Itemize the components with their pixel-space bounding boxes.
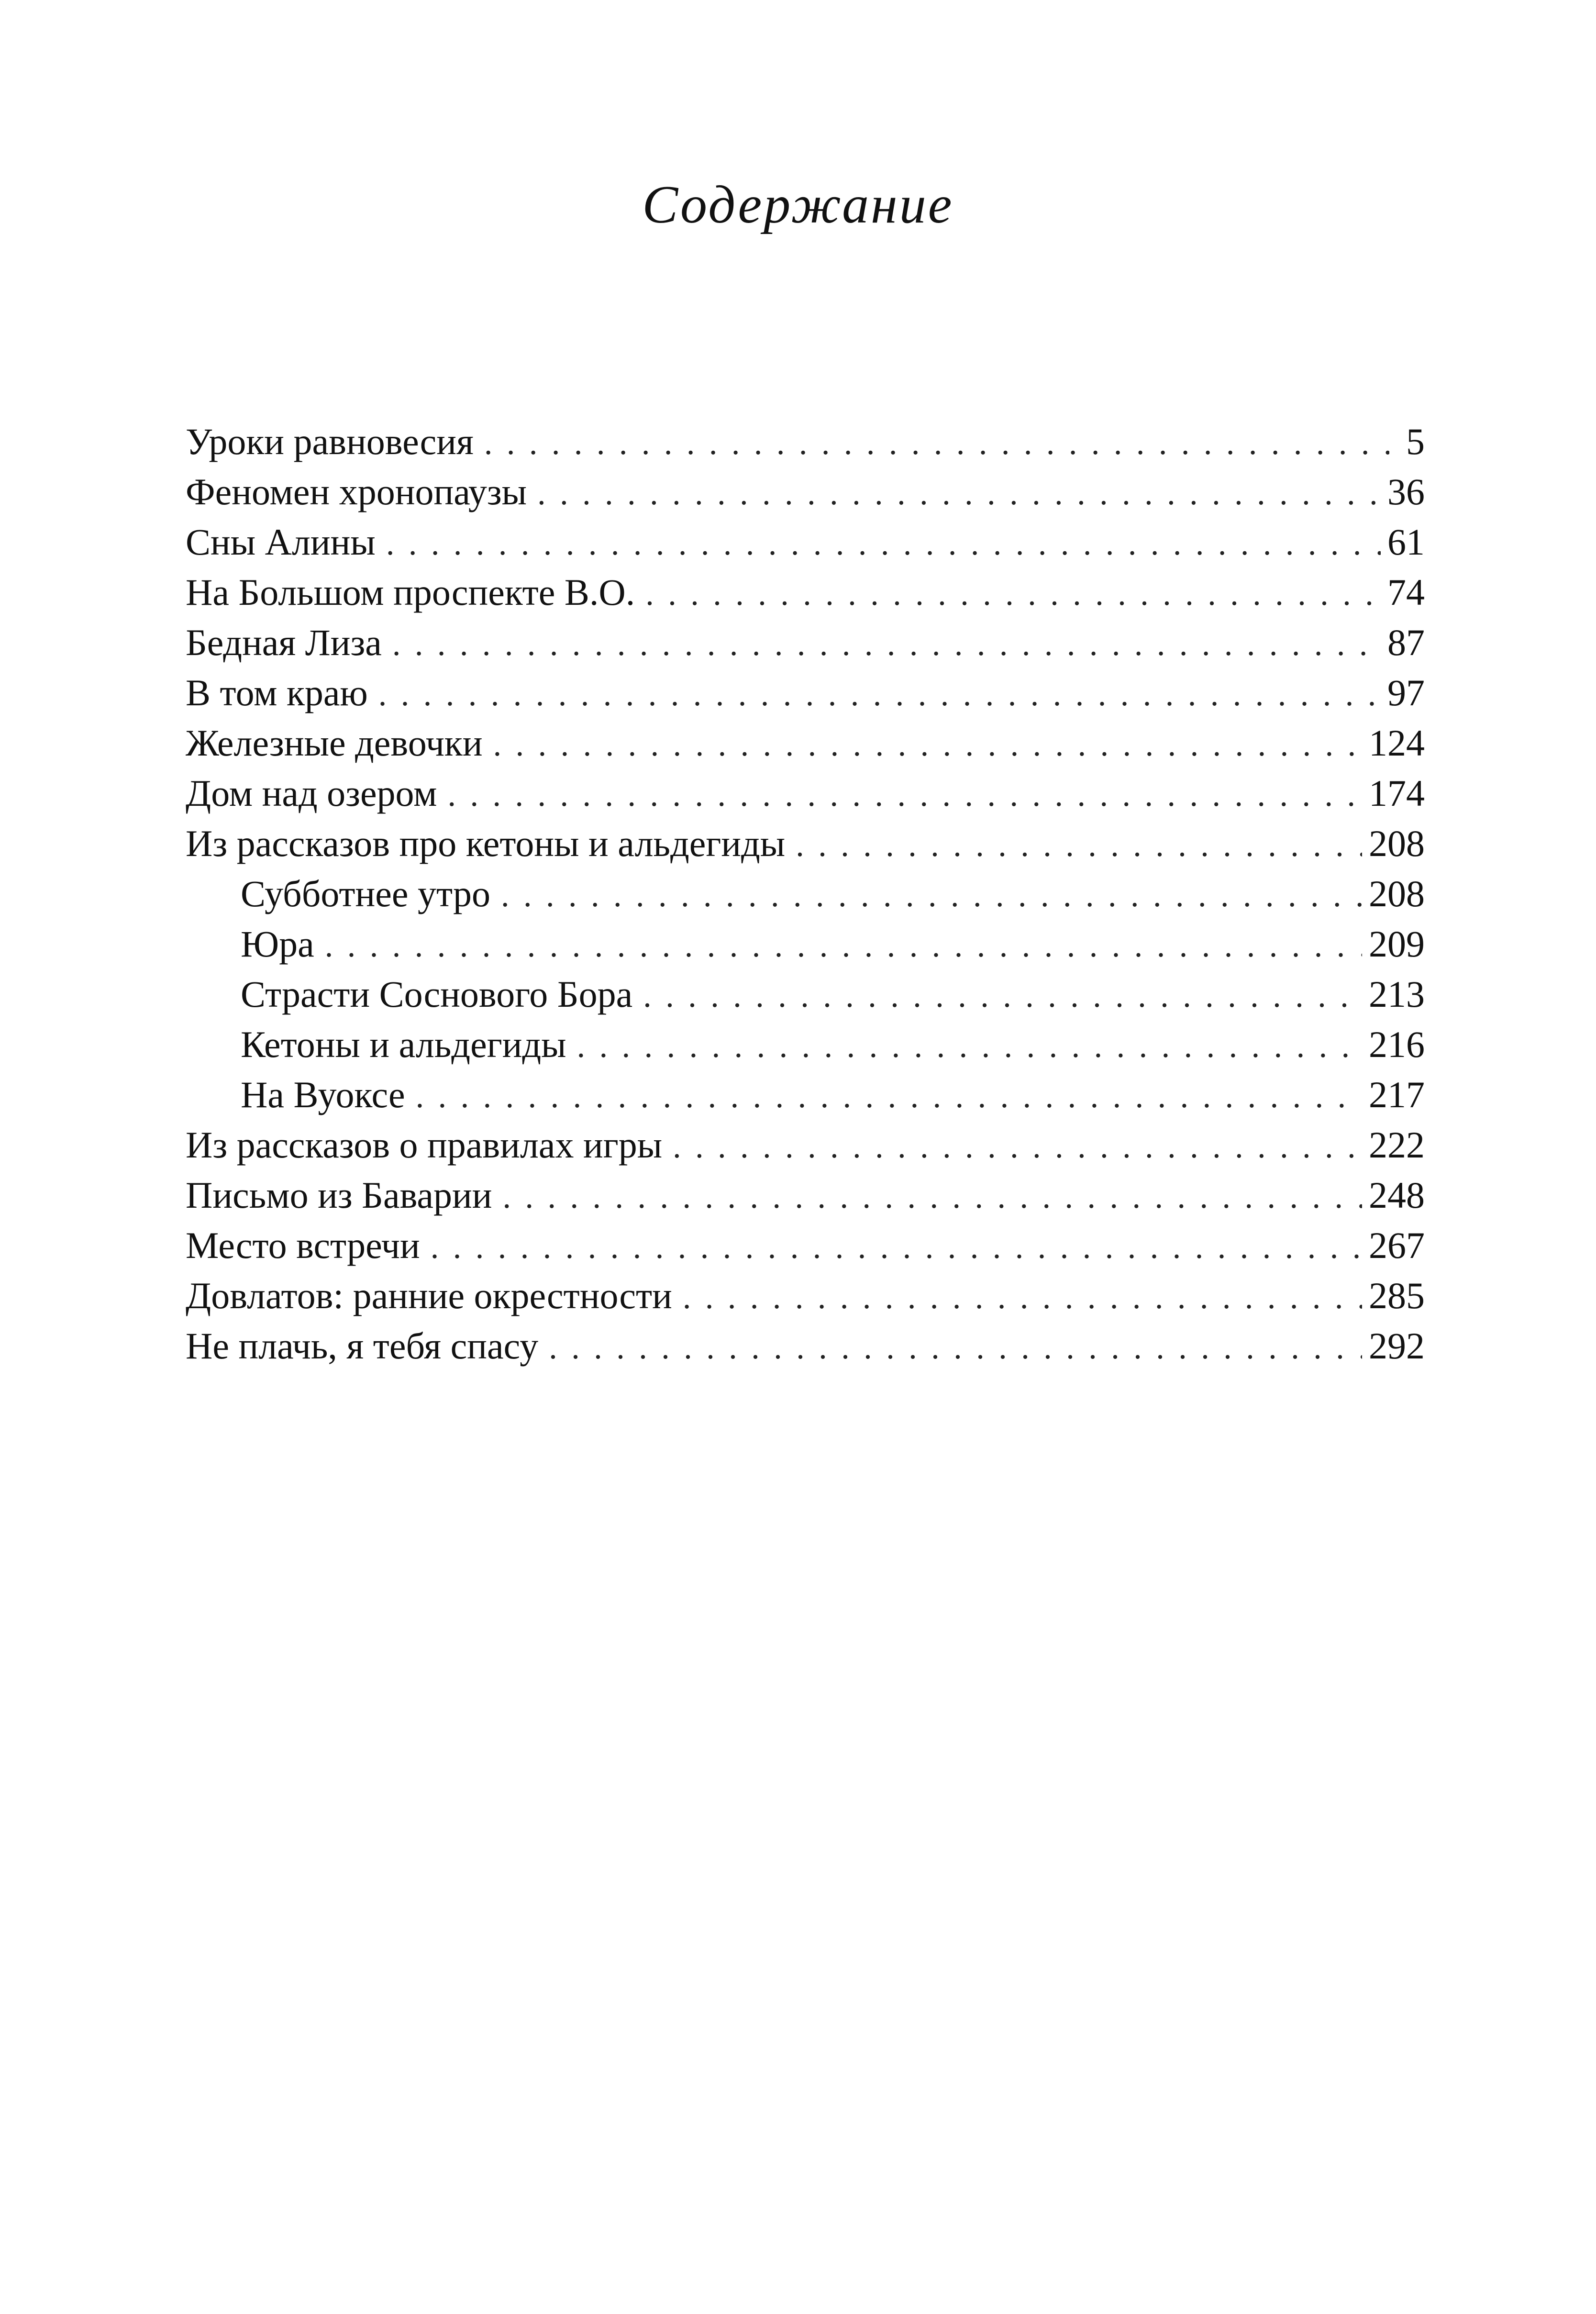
toc-page-number: 292 xyxy=(1369,1325,1425,1367)
toc-page-number: 248 xyxy=(1369,1174,1425,1216)
dot-leader xyxy=(577,1021,1362,1071)
dot-leader xyxy=(431,1222,1362,1272)
dot-leader xyxy=(493,720,1362,770)
toc-entry-title: Письмо из Баварии xyxy=(186,1174,492,1216)
toc-entry-title: На Вуоксе xyxy=(241,1074,405,1115)
toc-entry-title: Субботнее утро xyxy=(241,873,491,914)
toc-entry[interactable] xyxy=(186,617,1425,668)
toc-page-number: 5 xyxy=(1406,421,1425,462)
toc-entry[interactable] xyxy=(186,1120,1425,1170)
toc-page-number: 285 xyxy=(1369,1275,1425,1316)
toc-entry[interactable] xyxy=(186,718,1425,768)
dot-leader xyxy=(416,1071,1362,1122)
toc-entry-title: В том краю xyxy=(186,672,368,713)
toc-entry-title: Кетоны и альдегиды xyxy=(241,1024,566,1065)
toc-entry-title: Не плачь, я тебя спасу xyxy=(186,1325,539,1367)
toc-page-number: 87 xyxy=(1387,622,1425,663)
dot-leader xyxy=(447,770,1362,820)
toc-entry-title: Бедная Лиза xyxy=(186,622,382,663)
toc-entry[interactable] xyxy=(186,1321,1425,1371)
toc-subentry[interactable] xyxy=(186,868,1425,919)
toc-subentry[interactable] xyxy=(186,1069,1425,1120)
toc-entry-title: Из рассказов о правилах игры xyxy=(186,1124,663,1166)
toc-entry-title: На Большом проспекте В.О. xyxy=(186,571,635,613)
toc-page-number: 209 xyxy=(1369,923,1425,965)
dot-leader xyxy=(683,1272,1362,1323)
dot-leader xyxy=(673,1122,1362,1172)
toc-page-number: 213 xyxy=(1369,973,1425,1015)
toc-entry[interactable] xyxy=(186,416,1425,467)
toc-subentry[interactable] xyxy=(186,1019,1425,1069)
toc-page-number: 174 xyxy=(1369,772,1425,814)
toc-page-number: 216 xyxy=(1369,1024,1425,1065)
toc-page-number: 217 xyxy=(1369,1074,1425,1115)
toc-entry-title: Дом над озером xyxy=(186,772,437,814)
toc-entry-title: Юра xyxy=(241,923,314,965)
dot-leader xyxy=(325,921,1362,971)
toc-subentry[interactable] xyxy=(186,919,1425,969)
toc-page-number: 208 xyxy=(1369,823,1425,864)
dot-leader xyxy=(645,569,1381,619)
toc-page-number: 97 xyxy=(1387,672,1425,713)
toc-entry-title: Довлатов: ранние окрестности xyxy=(186,1275,672,1316)
toc-entry[interactable] xyxy=(186,768,1425,818)
dot-leader xyxy=(537,468,1381,519)
toc-entry-title: Феномен хронопаузы xyxy=(186,471,527,512)
toc-entry-title: Из рассказов про кетоны и альдегиды xyxy=(186,823,786,864)
toc-entry[interactable] xyxy=(186,517,1425,567)
table-of-contents xyxy=(186,416,1425,1371)
toc-page-number: 124 xyxy=(1369,722,1425,764)
toc-page-number: 36 xyxy=(1387,471,1425,512)
toc-entry-title: Сны Алины xyxy=(186,521,376,563)
dot-leader xyxy=(378,669,1381,720)
dot-leader xyxy=(643,971,1362,1021)
toc-page-number: 61 xyxy=(1387,521,1425,563)
toc-page-number: 267 xyxy=(1369,1224,1425,1266)
page-title: Содержание xyxy=(642,175,954,234)
toc-entry-title: Место встречи xyxy=(186,1224,420,1266)
toc-entry[interactable] xyxy=(186,567,1425,617)
toc-entry[interactable] xyxy=(186,818,1425,868)
toc-entry[interactable] xyxy=(186,1270,1425,1321)
dot-leader xyxy=(503,1172,1363,1222)
toc-entry-title: Железные девочки xyxy=(186,722,483,764)
dot-leader xyxy=(484,418,1389,468)
toc-subentry[interactable] xyxy=(186,969,1425,1019)
toc-entry[interactable] xyxy=(186,467,1425,517)
dot-leader xyxy=(501,870,1362,921)
toc-entry[interactable] xyxy=(186,668,1425,718)
toc-page-number: 74 xyxy=(1387,571,1425,613)
dot-leader xyxy=(392,619,1381,669)
toc-entry-title: Страсти Соснового Бора xyxy=(241,973,633,1015)
dot-leader xyxy=(549,1323,1362,1373)
dot-leader xyxy=(386,519,1381,569)
toc-entry-title: Уроки равновесия xyxy=(186,421,474,462)
dot-leader xyxy=(796,820,1362,870)
toc-page-number: 208 xyxy=(1369,873,1425,914)
toc-entry[interactable] xyxy=(186,1170,1425,1220)
toc-entry[interactable] xyxy=(186,1220,1425,1270)
toc-page-number: 222 xyxy=(1369,1124,1425,1166)
